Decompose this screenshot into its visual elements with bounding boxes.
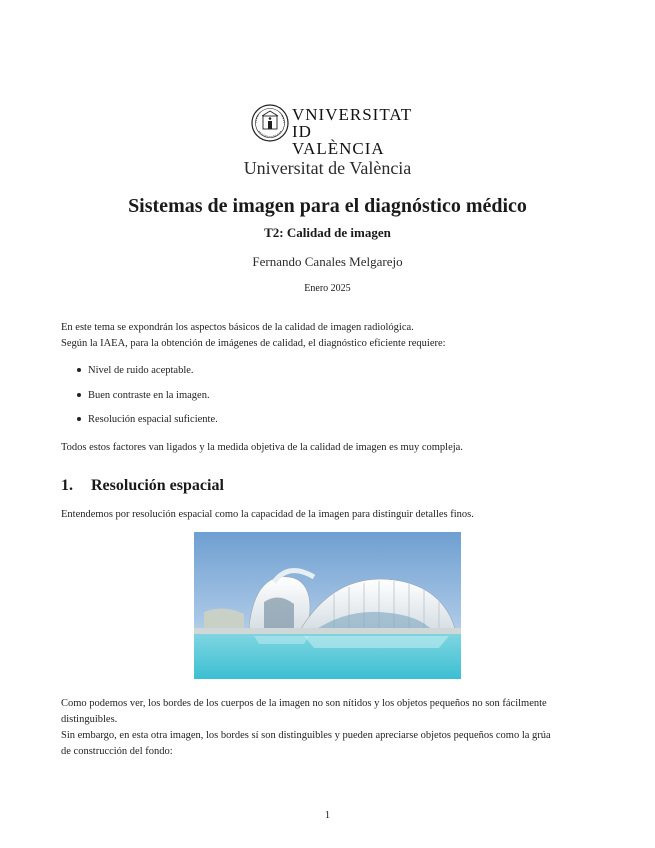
university-logo bbox=[250, 103, 413, 158]
section-heading bbox=[61, 477, 224, 495]
university-name: Universitat de València bbox=[243, 158, 412, 178]
page-number: 1 bbox=[324, 810, 331, 821]
list-item-text: Nivel de ruido aceptable. bbox=[88, 365, 194, 376]
bullet-icon bbox=[77, 417, 81, 421]
list-item bbox=[77, 390, 210, 401]
city-of-arts-and-sciences-photo bbox=[194, 532, 461, 679]
list-item-text: Buen contraste en la imagen. bbox=[88, 390, 210, 401]
intro-paragraph bbox=[61, 320, 601, 352]
list-item bbox=[77, 365, 194, 376]
after-figure-line-4: de construcción del fondo: bbox=[61, 746, 173, 757]
document-date: Enero 2025 bbox=[304, 283, 351, 294]
wordmark-line-1: VNIVERSITAT bbox=[292, 105, 413, 124]
section-intro-paragraph: Entendemos por resolución espacial como la capacidad de la imagen para distinguir detalles finos. bbox=[61, 509, 474, 520]
after-figure-line-1: Como podemos ver, los bordes de los cuerpos de la imagen no son nítidos y los objetos pequeños no son fácilmente bbox=[61, 698, 547, 709]
university-seal-icon bbox=[250, 103, 290, 143]
bullet-icon bbox=[77, 368, 81, 372]
after-figure-paragraph bbox=[61, 696, 601, 760]
document-subtitle: T2: Calidad de imagen bbox=[264, 225, 391, 240]
intro-line-1: En este tema se expondrán los aspectos básicos de la calidad de imagen radiológica. bbox=[61, 322, 414, 333]
list-item-text: Resolución espacial suficiente. bbox=[88, 414, 218, 425]
closing-paragraph: Todos estos factores van ligados y la medida objetiva de la calidad de imagen es muy compleja. bbox=[61, 442, 463, 453]
section-title: Resolución espacial bbox=[91, 477, 224, 494]
intro-line-2: Según la IAEA, para la obtención de imágenes de calidad, el diagnóstico eficiente requiere: bbox=[61, 338, 446, 349]
university-wordmark bbox=[292, 105, 413, 158]
document-author: Fernando Canales Melgarejo bbox=[252, 254, 403, 269]
after-figure-line-3: Sin embargo, en esta otra imagen, los bordes sí son distinguibles y pueden apreciarse objetos pequeños como la grúa bbox=[61, 730, 551, 741]
wordmark-line-2: ID VALÈNCIA bbox=[292, 122, 385, 158]
bullet-icon bbox=[77, 393, 81, 397]
section-number: 1. bbox=[61, 477, 73, 494]
after-figure-line-2: distinguibles. bbox=[61, 714, 118, 725]
document-title: Sistemas de imagen para el diagnóstico médico bbox=[128, 195, 527, 217]
list-item bbox=[77, 414, 218, 425]
